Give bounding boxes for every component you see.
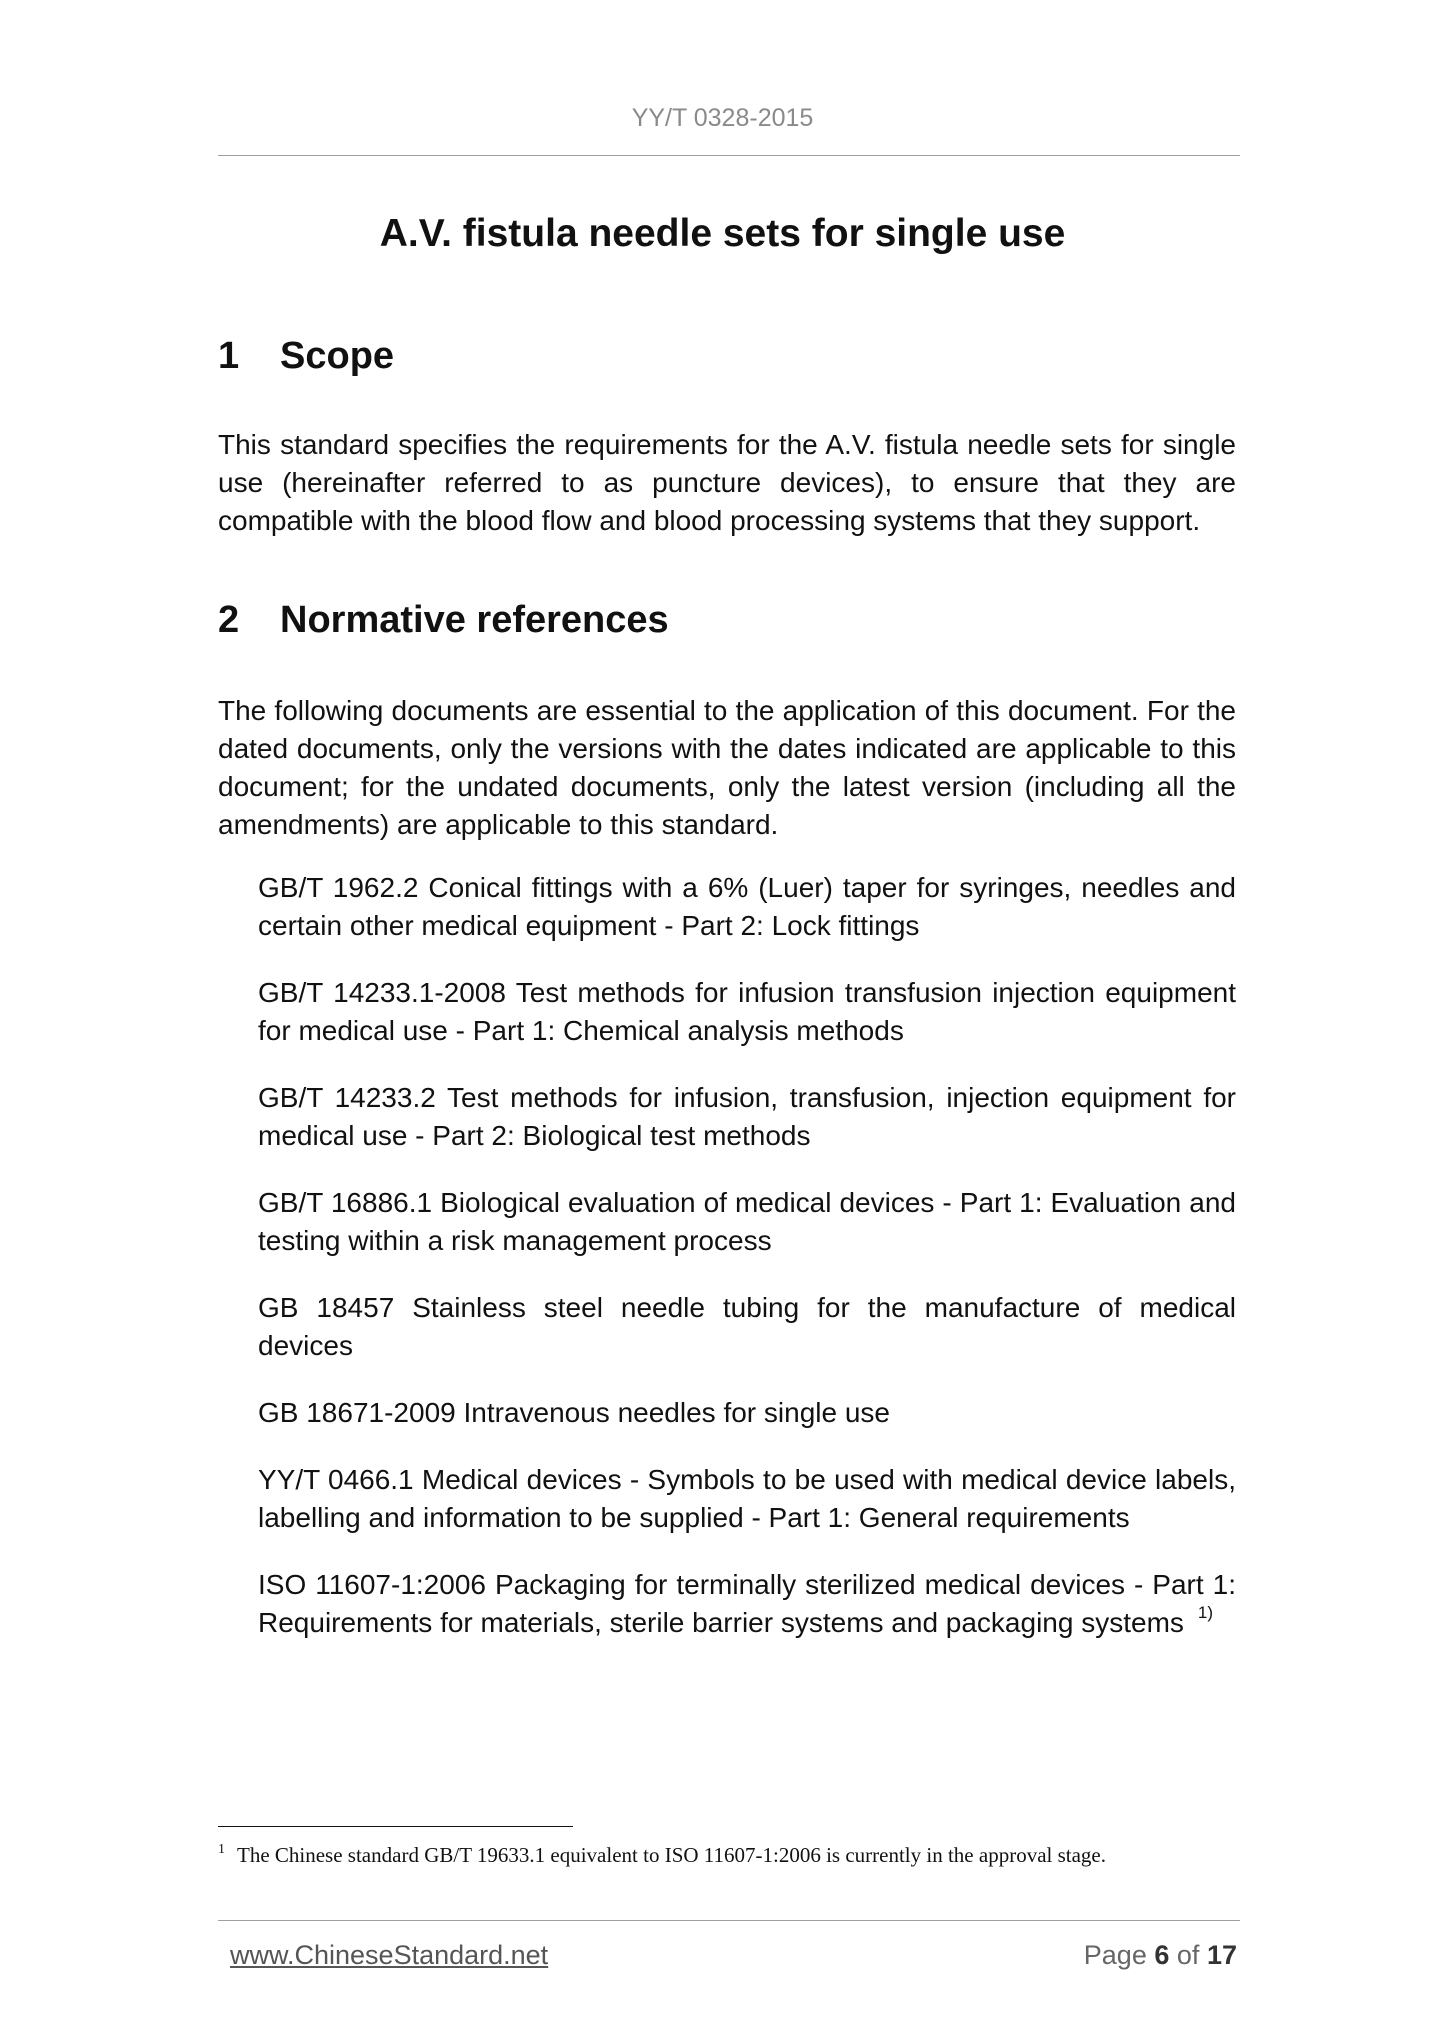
normative-references-paragraph: The following documents are essential to the application of this document. For the dated documents, only the versions with the dates indicated are applicable to this document; for the undated documents, only the latest version (including all the amendments) are applicable to this standard. [218, 695, 1236, 840]
document-code-header: YY/T 0328-2015 [631, 104, 814, 132]
reference-item: GB/T 16886.1 Biological evaluation of medical devices - Part 1: Evaluation and testing within a risk management process [258, 1187, 1236, 1256]
reference-item: ISO 11607-1:2006 Packaging for terminally sterilized medical devices - Part 1: Requirements for materials, sterile barrier systems and packaging systems $^{1)}$ [258, 1569, 1236, 1638]
reference-item: GB/T 14233.2 Test methods for infusion, transfusion, injection equipment for medical use - Part 2: Biological test methods [258, 1082, 1236, 1151]
total-pages: 17 [1206, 1940, 1237, 1970]
footer-divider [218, 1920, 1240, 1921]
reference-item: GB/T 1962.2 Conical fittings with a 6% (Luer) taper for syringes, needles and certain other medical equipment - Part 2: Lock fittings [258, 872, 1236, 941]
section-number: 1 [218, 335, 240, 377]
section-heading-scope [218, 335, 394, 378]
website-link[interactable]: www.ChineseStandard.net [230, 1940, 549, 1970]
current-page: 6 [1154, 1940, 1170, 1970]
footnote [218, 1842, 1248, 1868]
footnote-divider [218, 1826, 573, 1827]
section-number: 2 [218, 599, 240, 641]
page-number [1084, 1940, 1237, 1971]
scope-paragraph: This standard specifies the requirements for the A.V. fistula needle sets for single use (hereinafter referred to as puncture devices), to ensure that they are compatible with the blood flow and blood processing systems that they support. [218, 429, 1236, 536]
section-title: Scope [280, 335, 395, 377]
page-of-label: of [1176, 1940, 1200, 1970]
footnote-text: The Chinese standard GB/T 19633.1 equivalent to ISO 11607-1:2006 is currently in the approval stage. [237, 1843, 1106, 1867]
section-title: Normative references [280, 599, 669, 641]
section-heading-normative-references [218, 599, 669, 642]
page-label: Page [1083, 1940, 1147, 1970]
reference-item: YY/T 0466.1 Medical devices - Symbols to be used with medical device labels, labelling and information to be supplied - Part 1: General requirements [258, 1464, 1236, 1533]
reference-item: GB 18671-2009 Intravenous needles for single use [258, 1397, 890, 1428]
document-title: A.V. fistula needle sets for single use [379, 212, 1066, 255]
footnote-number: 1 [218, 1842, 225, 1857]
reference-item: GB/T 14233.1-2008 Test methods for infusion transfusion injection equipment for medical use - Part 1: Chemical analysis methods [258, 977, 1236, 1046]
reference-item: GB 18457 Stainless steel needle tubing for the manufacture of medical devices [258, 1292, 1236, 1361]
footnote-reference-marker[interactable]: 1) [1197, 1603, 1214, 1622]
reference-list [258, 869, 1236, 1671]
header-divider [218, 155, 1240, 156]
